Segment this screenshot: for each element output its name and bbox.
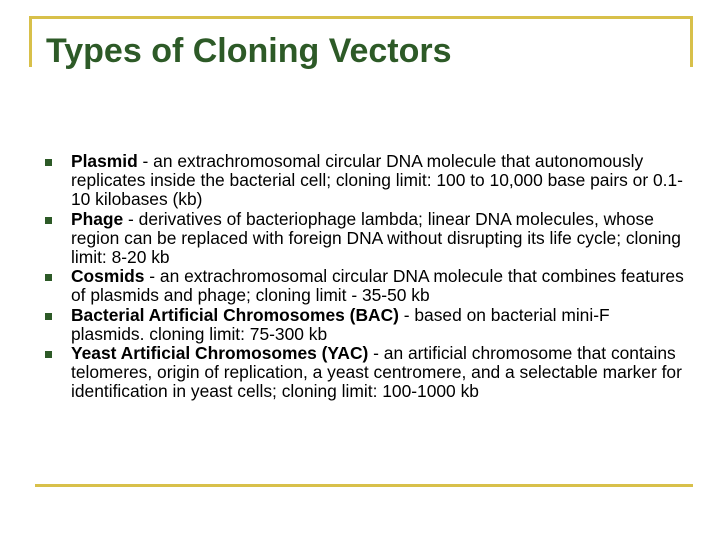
- bottom-divider: [35, 484, 693, 487]
- square-bullet-icon: [45, 313, 52, 320]
- bullet-text: - an extrachromosomal circular DNA molecule that combines features of plasmids and phage; cloning limit - 35-50 kb: [71, 266, 684, 306]
- slide-title: Types of Cloning Vectors: [46, 32, 452, 70]
- square-bullet-icon: [45, 217, 52, 224]
- title-frame-top-rule: [29, 16, 693, 19]
- bullet-text: - an artificial chromosome that contains telomeres, origin of replication, a yeast centromere, and a selectable marker for identification in yeast cells; cloning limit: 100-1000 kb: [71, 343, 682, 402]
- bullet-item-phage: [45, 210, 685, 268]
- bullet-list: [45, 152, 685, 402]
- bullet-term: Cosmids: [71, 266, 145, 287]
- square-bullet-icon: [45, 159, 52, 166]
- bullet-term: Bacterial Artificial Chromosomes (BAC): [71, 304, 399, 325]
- bullet-text: - an extrachromosomal circular DNA molecule that autonomously replicates inside the bacterial cell; cloning limit: 100 to 10,000 base pairs or 0.1-10 kilobases (kb): [71, 151, 683, 210]
- bullet-item-plasmid: [45, 152, 685, 210]
- bullet-item-cosmids: [45, 267, 685, 305]
- bullet-text: - derivatives of bacteriophage lambda; linear DNA molecules, whose region can be replaced with foreign DNA without disrupting its life cycle; cloning limit: 8-20 kb: [71, 208, 681, 268]
- bullet-item-bac: [45, 306, 685, 344]
- square-bullet-icon: [45, 351, 52, 358]
- bullet-text: - based on bacterial mini-F plasmids. cloning limit: 75-300 kb: [71, 304, 610, 344]
- bullet-term: Plasmid: [71, 151, 138, 171]
- square-bullet-icon: [45, 274, 52, 281]
- title-frame-right-rule: [690, 16, 693, 67]
- title-frame-left-rule: [29, 16, 32, 67]
- bullet-item-yac: [45, 344, 685, 402]
- bullet-term: Yeast Artificial Chromosomes (YAC): [71, 343, 369, 364]
- bullet-term: Phage: [71, 208, 124, 229]
